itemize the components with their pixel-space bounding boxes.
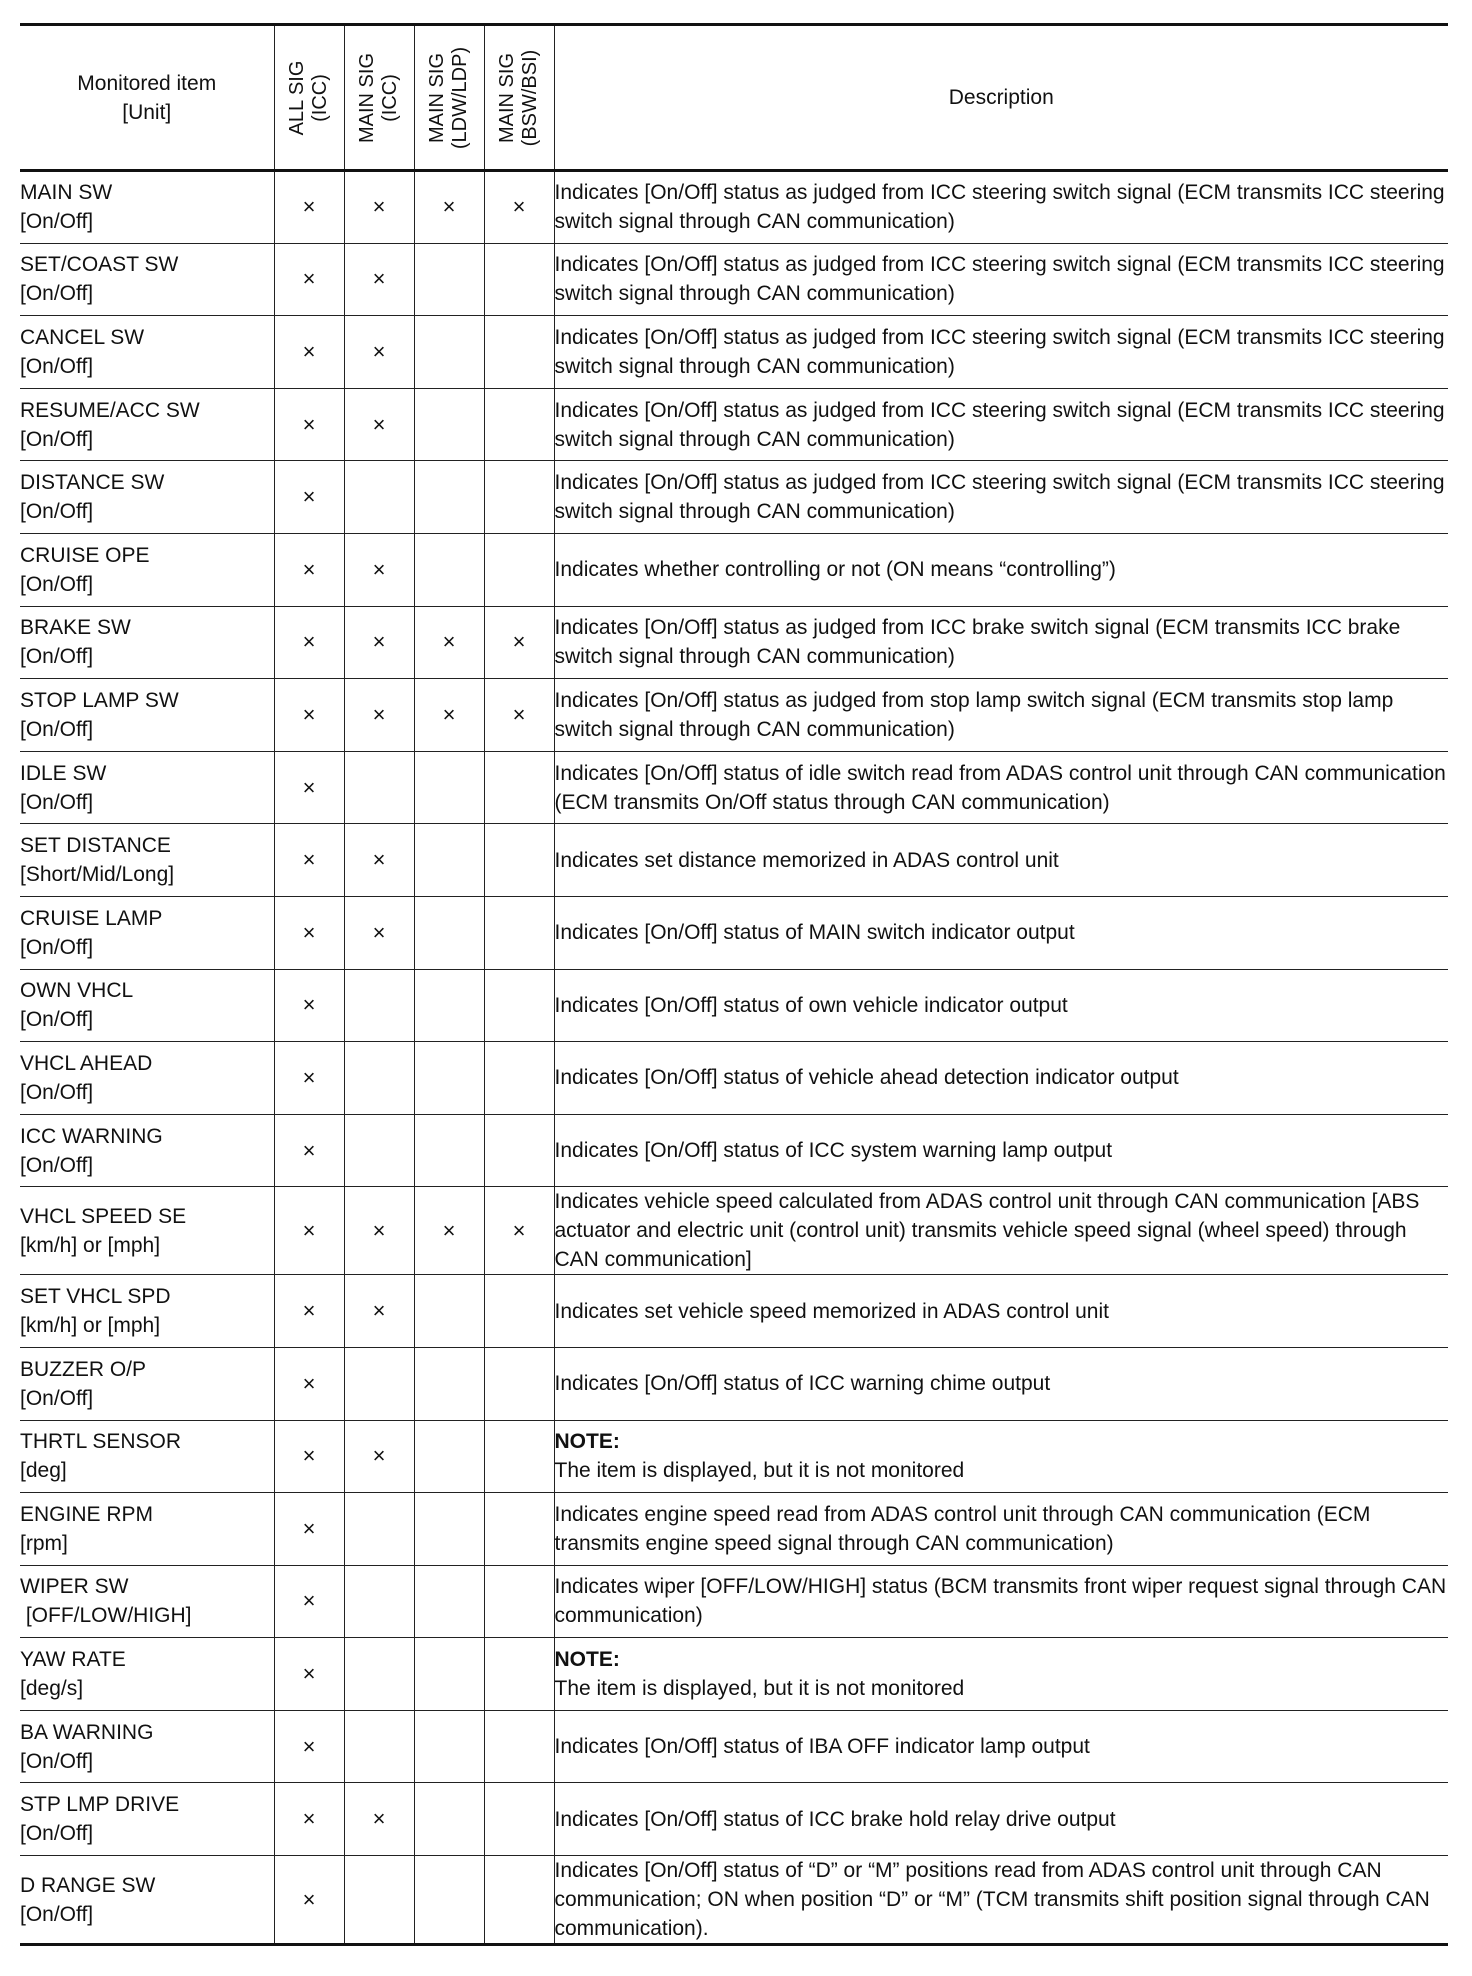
description-cell — [554, 1565, 1448, 1638]
item-name: ENGINE RPM — [20, 1502, 154, 1526]
header-col2-line1: MAIN SIG — [356, 52, 378, 143]
monitored-item-cell — [20, 1187, 274, 1275]
mark-main-sig-ldw-ldp — [414, 1783, 484, 1856]
table-row — [20, 1114, 1448, 1187]
item-name: CANCEL SW — [20, 325, 145, 349]
header-main-sig-bsw-bsi — [484, 25, 554, 171]
item-unit: [On/Off] — [20, 1822, 94, 1846]
table-row — [20, 1565, 1448, 1638]
mark-main-sig-bsw-bsi — [484, 243, 554, 316]
table-row — [20, 243, 1448, 316]
item-unit: [On/Off] — [20, 935, 94, 959]
item-name: BA WARNING — [20, 1720, 154, 1744]
mark-main-sig-bsw-bsi — [484, 1565, 554, 1638]
mark-main-sig-icc — [344, 461, 414, 534]
description-text: The item is displayed, but it is not monitored — [554, 1459, 965, 1483]
monitored-item-cell — [20, 461, 274, 534]
item-unit: [On/Off] — [20, 572, 94, 596]
mark-all-sig-icc: × — [274, 1114, 344, 1187]
mark-main-sig-bsw-bsi — [484, 969, 554, 1042]
header-col1-line2: (ICC) — [309, 73, 331, 122]
description-text: Indicates [On/Off] status as judged from ICC steering switch signal (ECM transmits ICC steering switch signal through CAN communication) — [554, 398, 1445, 451]
mark-main-sig-ldw-ldp — [414, 1638, 484, 1711]
table-row — [20, 1187, 1448, 1275]
table-row — [20, 824, 1448, 897]
monitored-item-cell — [20, 316, 274, 389]
mark-all-sig-icc: × — [274, 533, 344, 606]
mark-main-sig-icc — [344, 751, 414, 824]
monitored-item-cell — [20, 1275, 274, 1348]
mark-all-sig-icc: × — [274, 969, 344, 1042]
mark-main-sig-ldw-ldp — [414, 1856, 484, 1945]
description-cell — [554, 969, 1448, 1042]
description-text: Indicates [On/Off] status of MAIN switch indicator output — [554, 921, 1075, 945]
table-row — [20, 461, 1448, 534]
mark-main-sig-bsw-bsi — [484, 533, 554, 606]
mark-all-sig-icc: × — [274, 1638, 344, 1711]
header-unit-label: [Unit] — [122, 100, 172, 124]
table-row — [20, 969, 1448, 1042]
description-cell — [554, 751, 1448, 824]
mark-main-sig-ldw-ldp — [414, 824, 484, 897]
description-text: Indicates engine speed read from ADAS control unit through CAN communication (ECM transmits engine speed signal through CAN communication) — [554, 1502, 1371, 1555]
mark-main-sig-icc — [344, 1565, 414, 1638]
mark-main-sig-ldw-ldp — [414, 1565, 484, 1638]
mark-main-sig-icc: × — [344, 316, 414, 389]
table-row — [20, 1042, 1448, 1115]
item-name: CRUISE LAMP — [20, 906, 163, 930]
description-cell — [554, 1638, 1448, 1711]
description-cell — [554, 1275, 1448, 1348]
mark-all-sig-icc: × — [274, 896, 344, 969]
mark-main-sig-ldw-ldp — [414, 1114, 484, 1187]
mark-main-sig-ldw-ldp: × — [414, 1187, 484, 1275]
description-text: Indicates [On/Off] status as judged from ICC steering switch signal (ECM transmits ICC steering switch signal through CAN communication) — [554, 253, 1445, 306]
mark-all-sig-icc: × — [274, 1856, 344, 1945]
mark-main-sig-ldw-ldp — [414, 388, 484, 461]
monitored-item-cell — [20, 896, 274, 969]
monitored-item-cell — [20, 1710, 274, 1783]
mark-main-sig-ldw-ldp — [414, 751, 484, 824]
mark-all-sig-icc: × — [274, 243, 344, 316]
item-unit: [deg/s] — [20, 1677, 84, 1701]
mark-main-sig-bsw-bsi — [484, 751, 554, 824]
item-name: SET DISTANCE — [20, 834, 171, 858]
mark-main-sig-bsw-bsi: × — [484, 606, 554, 679]
table-row — [20, 533, 1448, 606]
mark-all-sig-icc: × — [274, 824, 344, 897]
description-text: Indicates [On/Off] status as judged from ICC brake switch signal (ECM transmits ICC brake switch signal through CAN communication) — [554, 616, 1401, 669]
item-unit: [OFF/LOW/HIGH] — [20, 1604, 192, 1628]
description-text: Indicates [On/Off] status of vehicle ahead detection indicator output — [554, 1066, 1179, 1090]
mark-main-sig-ldw-ldp — [414, 461, 484, 534]
table-row — [20, 1420, 1448, 1493]
item-name: D RANGE SW — [20, 1873, 156, 1897]
header-col4-line2: (BSW/BSI) — [519, 49, 541, 146]
mark-main-sig-icc: × — [344, 243, 414, 316]
description-text: Indicates set vehicle speed memorized in ADAS control unit — [554, 1299, 1109, 1323]
mark-main-sig-ldw-ldp — [414, 243, 484, 316]
description-cell — [554, 461, 1448, 534]
header-row — [20, 25, 1448, 171]
description-text: Indicates wiper [OFF/LOW/HIGH] status (BCM transmits front wiper request signal through CAN communication) — [554, 1575, 1447, 1628]
mark-main-sig-ldw-ldp — [414, 1042, 484, 1115]
mark-all-sig-icc: × — [274, 461, 344, 534]
table-row — [20, 1783, 1448, 1856]
mark-all-sig-icc: × — [274, 1347, 344, 1420]
header-all-sig-icc — [274, 25, 344, 171]
table-row — [20, 1710, 1448, 1783]
header-col1-line1: ALL SIG — [286, 60, 308, 135]
monitored-item-cell — [20, 1420, 274, 1493]
table-row — [20, 1275, 1448, 1348]
item-name: MAIN SW — [20, 181, 113, 205]
monitored-item-cell — [20, 1114, 274, 1187]
header-description: Description — [554, 25, 1448, 171]
mark-main-sig-bsw-bsi — [484, 1420, 554, 1493]
mark-main-sig-ldw-ldp — [414, 969, 484, 1042]
item-name: OWN VHCL — [20, 979, 134, 1003]
description-cell — [554, 1042, 1448, 1115]
item-unit: [On/Off] — [20, 645, 94, 669]
item-name: BRAKE SW — [20, 616, 131, 640]
item-unit: [On/Off] — [20, 790, 94, 814]
item-unit: [On/Off] — [20, 1749, 94, 1773]
item-unit: [rpm] — [20, 1531, 68, 1555]
item-name: VHCL SPEED SE — [20, 1204, 187, 1228]
description-cell — [554, 1493, 1448, 1566]
mark-main-sig-ldw-ldp — [414, 1275, 484, 1348]
mark-all-sig-icc: × — [274, 316, 344, 389]
header-main-sig-icc — [344, 25, 414, 171]
mark-main-sig-ldw-ldp — [414, 1710, 484, 1783]
description-text: Indicates [On/Off] status of own vehicle indicator output — [554, 993, 1068, 1017]
table-row — [20, 1347, 1448, 1420]
monitored-item-cell — [20, 1638, 274, 1711]
mark-main-sig-icc: × — [344, 388, 414, 461]
mark-all-sig-icc: × — [274, 1275, 344, 1348]
item-unit: [On/Off] — [20, 500, 94, 524]
mark-main-sig-icc — [344, 1710, 414, 1783]
monitored-item-cell — [20, 1783, 274, 1856]
description-text: Indicates whether controlling or not (ON means “controlling”) — [554, 558, 1116, 582]
monitored-item-cell — [20, 1493, 274, 1566]
item-unit: [On/Off] — [20, 1386, 94, 1410]
item-name: STOP LAMP SW — [20, 688, 179, 712]
item-name: SET/COAST SW — [20, 253, 179, 277]
mark-main-sig-bsw-bsi — [484, 1856, 554, 1945]
mark-main-sig-bsw-bsi — [484, 1114, 554, 1187]
mark-main-sig-icc — [344, 969, 414, 1042]
mark-main-sig-ldw-ldp — [414, 316, 484, 389]
table-row — [20, 1638, 1448, 1711]
table-row — [20, 679, 1448, 752]
description-cell — [554, 1114, 1448, 1187]
mark-main-sig-bsw-bsi: × — [484, 679, 554, 752]
mark-main-sig-icc: × — [344, 824, 414, 897]
mark-main-sig-icc — [344, 1856, 414, 1945]
table-row — [20, 606, 1448, 679]
description-cell — [554, 1710, 1448, 1783]
description-text: Indicates [On/Off] status of ICC warning chime output — [554, 1372, 1051, 1396]
note-label: NOTE: — [554, 1648, 620, 1672]
mark-all-sig-icc: × — [274, 679, 344, 752]
mark-main-sig-icc: × — [344, 1275, 414, 1348]
mark-main-sig-bsw-bsi — [484, 1638, 554, 1711]
description-text: Indicates [On/Off] status of ICC system warning lamp output — [554, 1139, 1113, 1163]
mark-all-sig-icc: × — [274, 1187, 344, 1275]
mark-all-sig-icc: × — [274, 1493, 344, 1566]
item-name: WIPER SW — [20, 1575, 129, 1599]
header-col4-line1: MAIN SIG — [496, 52, 518, 143]
item-name: BUZZER O/P — [20, 1357, 147, 1381]
description-cell — [554, 1420, 1448, 1493]
description-text: Indicates [On/Off] status as judged from ICC steering switch signal (ECM transmits ICC steering switch signal through CAN communication) — [554, 325, 1445, 378]
item-unit: [On/Off] — [20, 354, 94, 378]
monitor-item-table — [20, 23, 1448, 1946]
mark-main-sig-icc: × — [344, 1420, 414, 1493]
table-row — [20, 316, 1448, 389]
monitored-item-cell — [20, 1042, 274, 1115]
header-item-label: Monitored item — [77, 71, 217, 95]
item-unit: [On/Off] — [20, 1153, 94, 1177]
mark-main-sig-bsw-bsi — [484, 316, 554, 389]
item-name: SET VHCL SPD — [20, 1285, 171, 1309]
description-cell — [554, 533, 1448, 606]
mark-main-sig-bsw-bsi: × — [484, 171, 554, 244]
item-name: STP LMP DRIVE — [20, 1793, 180, 1817]
mark-main-sig-ldw-ldp: × — [414, 606, 484, 679]
mark-main-sig-bsw-bsi — [484, 1347, 554, 1420]
mark-main-sig-icc — [344, 1114, 414, 1187]
table-row — [20, 1856, 1448, 1945]
description-cell — [554, 1783, 1448, 1856]
mark-all-sig-icc: × — [274, 751, 344, 824]
item-name: IDLE SW — [20, 761, 107, 785]
item-unit: [On/Off] — [20, 427, 94, 451]
header-col3-line1: MAIN SIG — [426, 52, 448, 143]
mark-main-sig-ldw-ldp — [414, 1347, 484, 1420]
item-unit: [On/Off] — [20, 717, 94, 741]
monitored-item-cell — [20, 1565, 274, 1638]
description-text: Indicates [On/Off] status of idle switch read from ADAS control unit through CAN communication (ECM transmits On/Off status through CAN communication) — [554, 761, 1446, 814]
description-cell — [554, 824, 1448, 897]
mark-all-sig-icc: × — [274, 1420, 344, 1493]
mark-main-sig-ldw-ldp — [414, 896, 484, 969]
table-row — [20, 171, 1448, 244]
monitored-item-cell — [20, 243, 274, 316]
mark-all-sig-icc: × — [274, 171, 344, 244]
description-cell — [554, 1856, 1448, 1945]
mark-main-sig-icc: × — [344, 1783, 414, 1856]
monitored-item-cell — [20, 533, 274, 606]
item-unit: [On/Off] — [20, 282, 94, 306]
mark-all-sig-icc: × — [274, 1042, 344, 1115]
mark-main-sig-ldw-ldp: × — [414, 171, 484, 244]
item-name: ICC WARNING — [20, 1124, 163, 1148]
header-col2-line2: (ICC) — [379, 73, 401, 122]
item-name: RESUME/ACC SW — [20, 398, 200, 422]
description-text: Indicates [On/Off] status as judged from ICC steering switch signal (ECM transmits ICC steering switch signal through CAN communication) — [554, 471, 1445, 524]
table-row — [20, 1493, 1448, 1566]
item-unit: [On/Off] — [20, 1008, 94, 1032]
mark-all-sig-icc: × — [274, 1710, 344, 1783]
description-text: Indicates [On/Off] status of IBA OFF indicator lamp output — [554, 1735, 1090, 1759]
mark-main-sig-bsw-bsi — [484, 388, 554, 461]
description-text: Indicates [On/Off] status as judged from stop lamp switch signal (ECM transmits stop lamp switch signal through CAN communication) — [554, 688, 1394, 741]
description-cell — [554, 1187, 1448, 1275]
description-cell — [554, 243, 1448, 316]
mark-main-sig-icc — [344, 1347, 414, 1420]
monitored-item-cell — [20, 171, 274, 244]
description-cell — [554, 896, 1448, 969]
mark-main-sig-icc: × — [344, 171, 414, 244]
monitored-item-cell — [20, 1856, 274, 1945]
mark-main-sig-icc: × — [344, 606, 414, 679]
item-name: THRTL SENSOR — [20, 1430, 182, 1454]
note-label: NOTE: — [554, 1430, 620, 1454]
monitored-item-cell — [20, 679, 274, 752]
item-name: DISTANCE SW — [20, 471, 165, 495]
header-monitored-item — [20, 25, 274, 171]
description-text: Indicates vehicle speed calculated from ADAS control unit through CAN communication [ABS actuator and electric unit (control unit) transmits vehicle speed signal (wheel speed) through CAN communication] — [554, 1190, 1420, 1272]
monitored-item-cell — [20, 388, 274, 461]
item-name: VHCL AHEAD — [20, 1051, 153, 1075]
item-unit: [Short/Mid/Long] — [20, 863, 175, 887]
mark-main-sig-icc — [344, 1042, 414, 1115]
description-text: Indicates [On/Off] status of “D” or “M” positions read from ADAS control unit through CAN communication; ON when position “D” or “M” (TCM transmits shift position signal through CAN communication). — [554, 1859, 1430, 1941]
mark-all-sig-icc: × — [274, 388, 344, 461]
description-cell — [554, 679, 1448, 752]
mark-main-sig-ldw-ldp — [414, 1493, 484, 1566]
description-text: The item is displayed, but it is not monitored — [554, 1677, 965, 1701]
item-unit: [On/Off] — [20, 1080, 94, 1104]
mark-main-sig-ldw-ldp: × — [414, 679, 484, 752]
mark-main-sig-ldw-ldp — [414, 533, 484, 606]
item-unit: [deg] — [20, 1459, 67, 1483]
header-col3-line2: (LDW/LDP) — [449, 46, 471, 149]
description-cell — [554, 606, 1448, 679]
table-row — [20, 388, 1448, 461]
description-cell — [554, 171, 1448, 244]
item-unit: [On/Off] — [20, 1902, 94, 1926]
mark-main-sig-bsw-bsi: × — [484, 1187, 554, 1275]
table-row — [20, 751, 1448, 824]
mark-main-sig-bsw-bsi — [484, 1710, 554, 1783]
mark-main-sig-icc: × — [344, 679, 414, 752]
mark-main-sig-ldw-ldp — [414, 1420, 484, 1493]
monitored-item-cell — [20, 1347, 274, 1420]
item-unit: [On/Off] — [20, 210, 94, 234]
description-cell — [554, 388, 1448, 461]
mark-main-sig-icc: × — [344, 533, 414, 606]
item-unit: [km/h] or [mph] — [20, 1314, 161, 1338]
monitored-item-cell — [20, 969, 274, 1042]
mark-main-sig-icc: × — [344, 896, 414, 969]
mark-main-sig-icc — [344, 1493, 414, 1566]
mark-all-sig-icc: × — [274, 606, 344, 679]
description-cell — [554, 1347, 1448, 1420]
mark-all-sig-icc: × — [274, 1783, 344, 1856]
mark-main-sig-bsw-bsi — [484, 1275, 554, 1348]
mark-main-sig-bsw-bsi — [484, 896, 554, 969]
description-cell — [554, 316, 1448, 389]
item-name: YAW RATE — [20, 1648, 126, 1672]
description-text: Indicates set distance memorized in ADAS control unit — [554, 848, 1059, 872]
table-row — [20, 896, 1448, 969]
monitored-item-cell — [20, 606, 274, 679]
description-text: Indicates [On/Off] status of ICC brake hold relay drive output — [554, 1807, 1116, 1831]
mark-main-sig-bsw-bsi — [484, 1783, 554, 1856]
item-name: CRUISE OPE — [20, 543, 150, 567]
header-main-sig-ldw-ldp — [414, 25, 484, 171]
mark-main-sig-bsw-bsi — [484, 1042, 554, 1115]
mark-main-sig-icc — [344, 1638, 414, 1711]
item-unit: [km/h] or [mph] — [20, 1233, 161, 1257]
mark-main-sig-icc: × — [344, 1187, 414, 1275]
mark-main-sig-bsw-bsi — [484, 461, 554, 534]
description-text: Indicates [On/Off] status as judged from ICC steering switch signal (ECM transmits ICC steering switch signal through CAN communication) — [554, 181, 1445, 234]
monitored-item-cell — [20, 751, 274, 824]
monitored-item-cell — [20, 824, 274, 897]
mark-main-sig-bsw-bsi — [484, 1493, 554, 1566]
mark-main-sig-bsw-bsi — [484, 824, 554, 897]
mark-all-sig-icc: × — [274, 1565, 344, 1638]
